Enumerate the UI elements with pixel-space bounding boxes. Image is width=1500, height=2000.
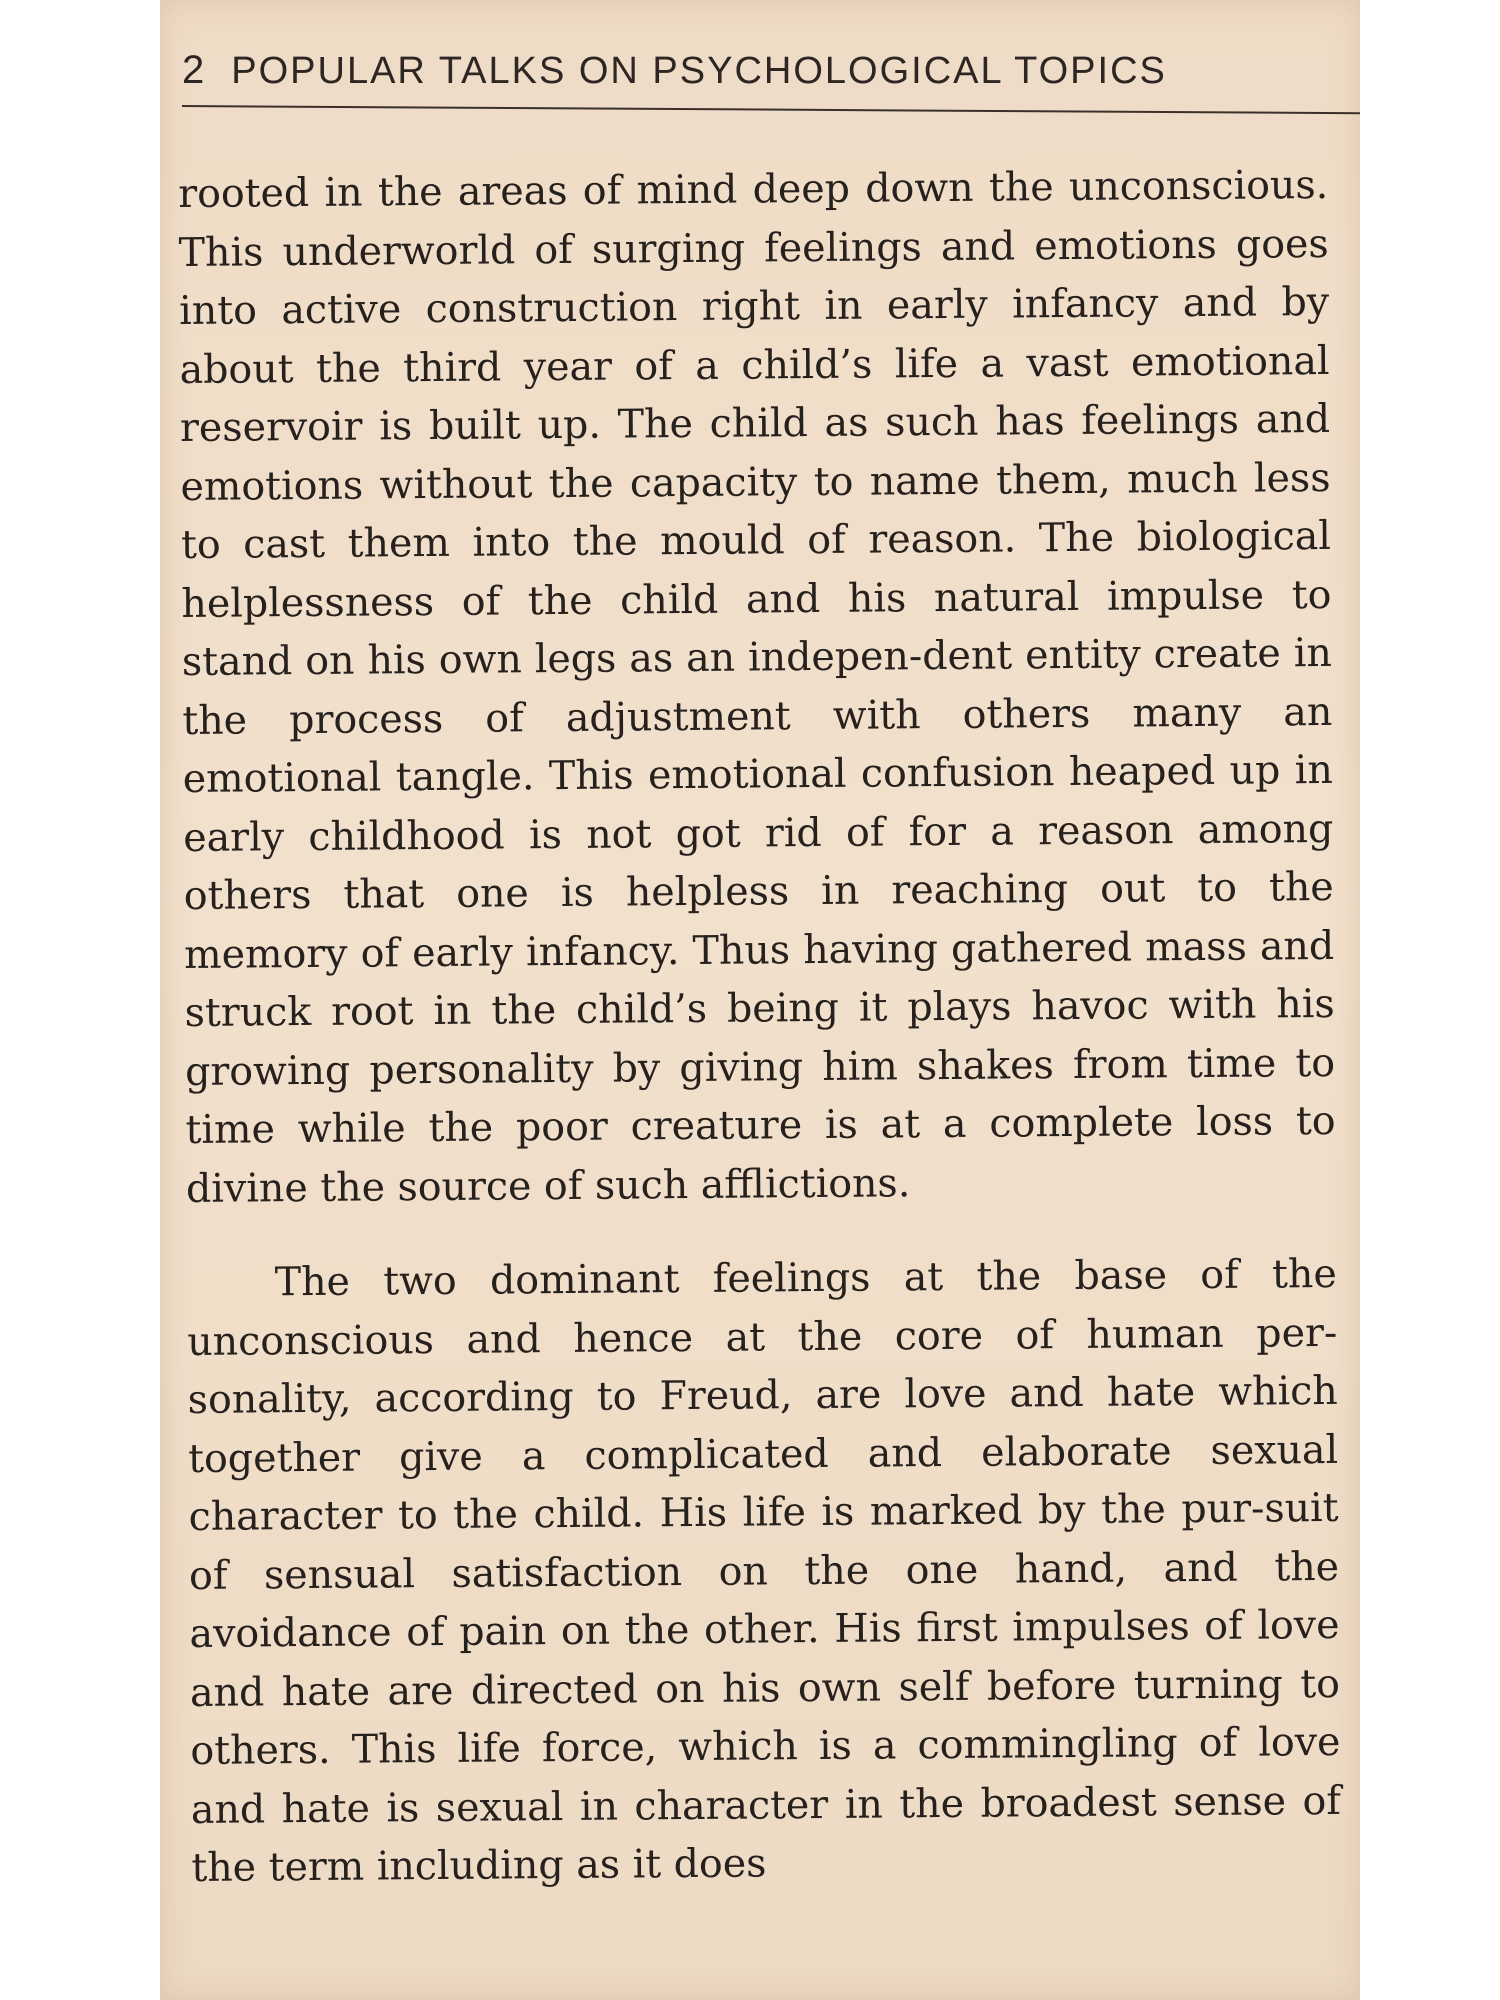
- body-text: [178, 156, 1342, 1897]
- book-page: [160, 0, 1360, 2000]
- running-title: POPULAR TALKS ON PSYCHOLOGICAL TOPICS: [231, 50, 1167, 92]
- running-header: [182, 48, 1360, 98]
- page-number: 2: [182, 48, 206, 92]
- paragraph-2: The two dominant feelings at the base of the unconscious and hence at the core of human per-sonality, according to Freud, are love and hate which together give a complicated and elaborate sexual character to the child. His life is marked by the pur-suit of sensual satisfaction on the one hand, and the avoidance of pain on the other. His first impulses of love and hate are directed on his own self before turning to others. This life force, which is a commingling of love and hate is sexual in character in the broadest sense of the term including as it does: [187, 1250, 1342, 1891]
- paragraph-1: rooted in the areas of mind deep down the unconscious. This underworld of surging feelings and emotions goes into active construction right in early infancy and by about the third year of a child’s life a vast emotional reservoir is built up. The child as such has feelings and emotions without the capacity to name them, much less to cast them into the mould of reason. The biological helplessness of the child and his natural impulse to stand on his own legs as an indepen-dent entity create in the process of adjustment with others many an emotional tangle. This emotional confusion heaped up in early childhood is not got rid of for a reason among others that one is helpless in reaching out to the memory of early infancy. Thus having gathered mass and struck root in the child’s being it plays havoc with his growing personality by giving him shakes from time to time while the poor creature is at a complete loss to divine the source of such afflictions.: [178, 161, 1336, 1212]
- header-rule: [182, 105, 1360, 114]
